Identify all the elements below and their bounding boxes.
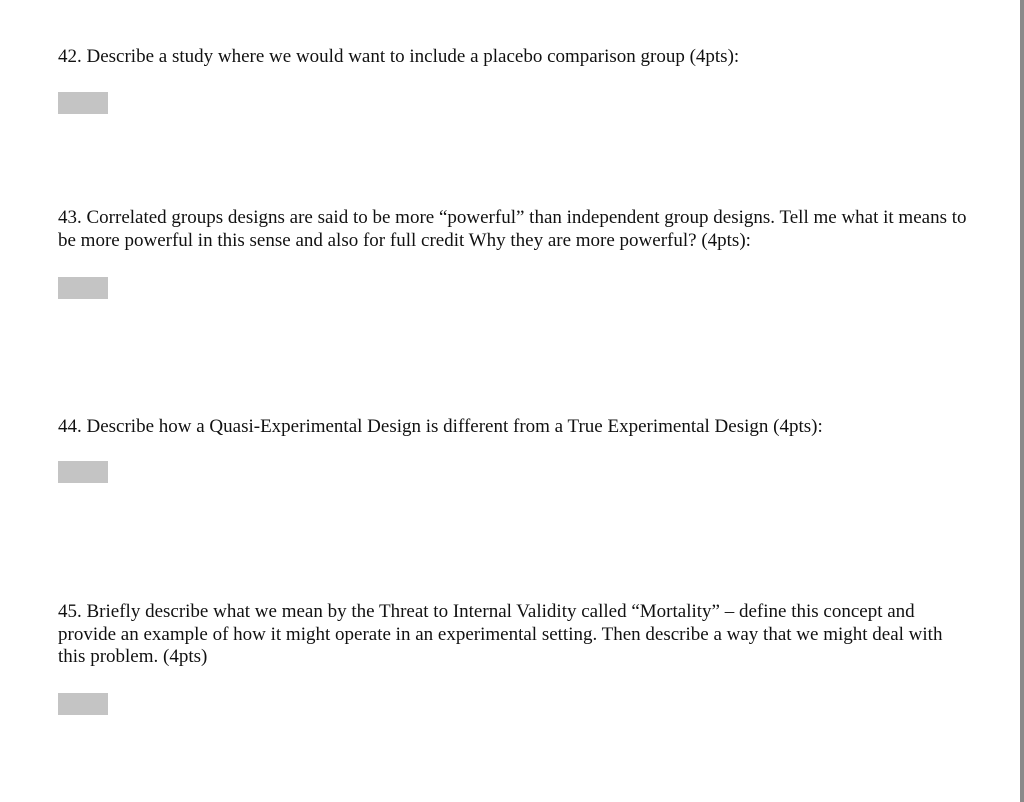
- question-45-text: 45. Briefly describe what we mean by the Threat to Internal Validity called “Mortality” – define this concept and provide an example of how it might operate in an experimental setting. Then describe a way that we might deal with this problem. (4pts): [58, 601, 943, 667]
- question-43-answer-field[interactable]: [58, 277, 108, 299]
- question-42-text: 42. Describe a study where we would want to include a placebo comparison group (4pts):: [58, 46, 740, 67]
- question-44-text: 44. Describe how a Quasi-Experimental Design is different from a True Experimental Design (4pts):: [58, 416, 823, 437]
- page-edge-border: [1020, 0, 1024, 802]
- question-42-answer-field[interactable]: [58, 92, 108, 114]
- question-45-answer-field[interactable]: [58, 693, 108, 715]
- question-44-answer-field[interactable]: [58, 461, 108, 483]
- question-43-text: 43. Correlated groups designs are said to be more “powerful” than independent group designs. Tell me what it means to be more powerful in this sense and also for full credit Why they are more powerful? (4pts):: [58, 207, 967, 251]
